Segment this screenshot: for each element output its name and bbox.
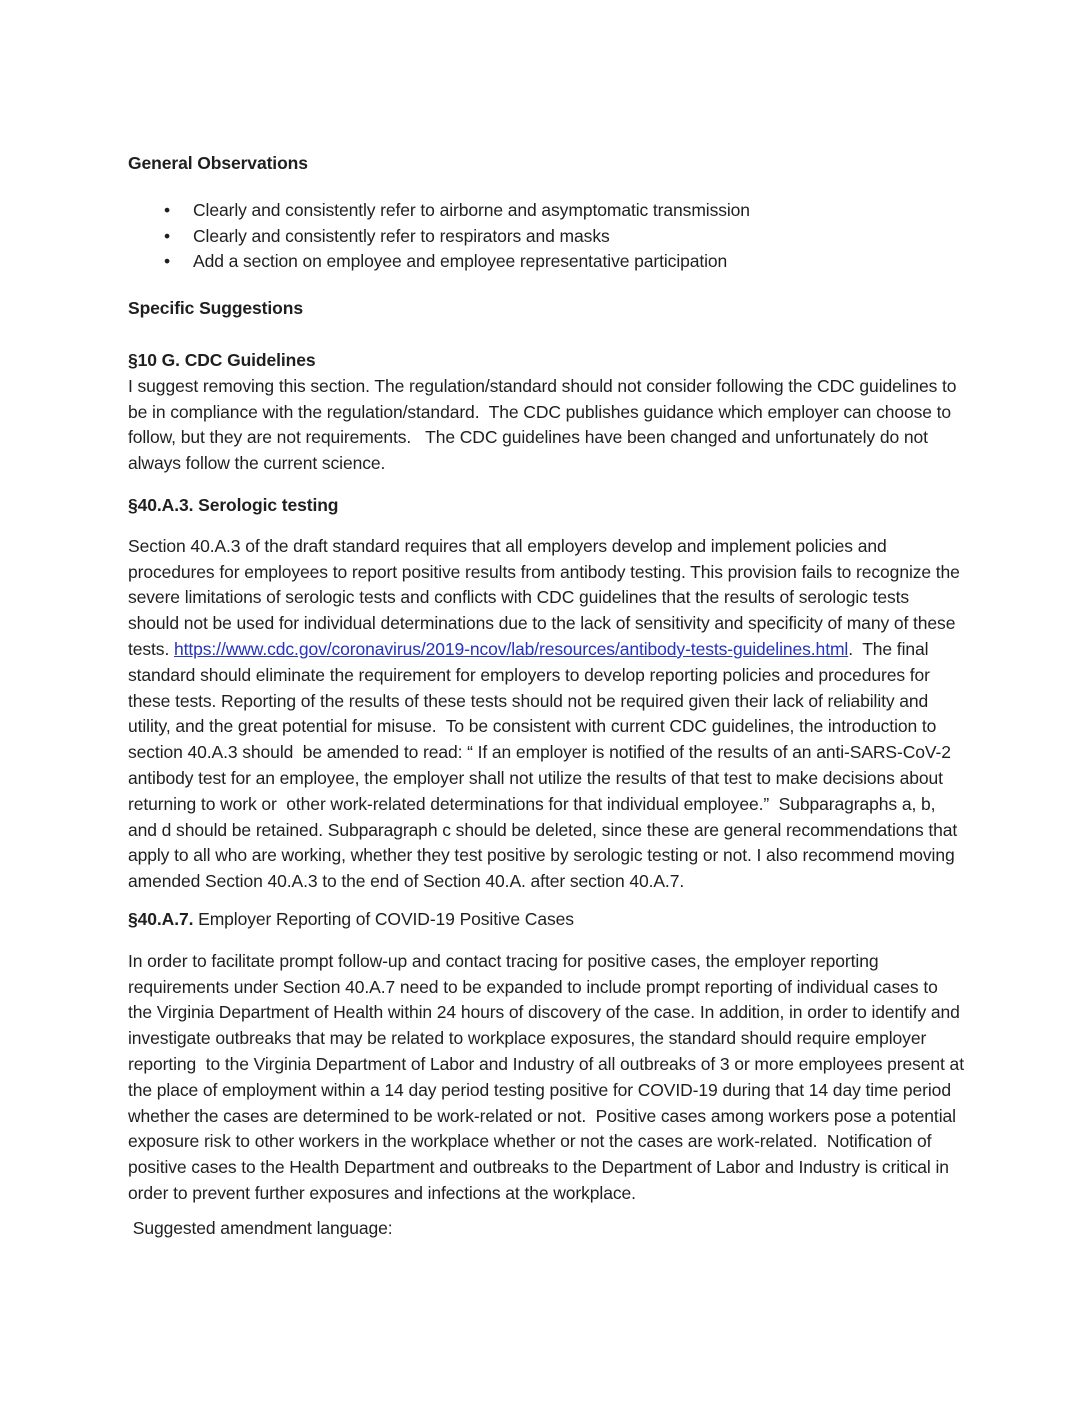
bullet-icon: • <box>164 251 171 272</box>
section-number: §40.A.7. <box>128 908 194 929</box>
closing-line: Suggested amendment language: <box>128 1217 393 1238</box>
list-item <box>128 249 964 275</box>
paragraph-text-before-link: Section 40.A.3 of the draft standard requires that all employers develop and implement policies and procedures for employees to report positive results from antibody testing. This provision fails to recognize the severe limitations of serologic tests and conflicts with CDC guidelines that the results of serologic tests should not be used for individual determinations due to the lack of sensitivity and specificity of many of these tests. <box>128 535 965 659</box>
cdc-antibody-tests-link[interactable]: https://www.cdc.gov/coronavirus/2019-ncov/lab/resources/antibody-tests-guidelines.html <box>173 638 849 659</box>
paragraph-section-40a3 <box>128 534 964 895</box>
bullet-icon: • <box>164 199 171 220</box>
general-observations-list <box>128 198 964 275</box>
bullet-icon: • <box>164 225 171 246</box>
bullet-text: Clearly and consistently refer to airborne and asymptomatic transmission <box>193 199 750 220</box>
bullet-text: Clearly and consistently refer to respirators and masks <box>193 225 610 246</box>
paragraph-section-10g: I suggest removing this section. The regulation/standard should not consider following the CDC guidelines to be in compliance with the regulation/standard. The CDC publishes guidance which employer can choose to follow, but they are not requirements. The CDC guidelines have been changed and unfortunately do not always follow the current science. <box>128 375 962 474</box>
list-item <box>128 224 964 250</box>
heading-section-40a3: §40.A.3. Serologic testing <box>128 494 339 515</box>
heading-section-40a7 <box>128 907 964 933</box>
paragraph-section-40a7: In order to facilitate prompt follow-up and contact tracing for positive cases, the employer reporting requirements under Section 40.A.7 need to be expanded to include prompt reporting of individual cases to the Virginia Department of Health within 24 hours of discovery of the case. In addition, in order to identify and investigate outbreaks that may be related to workplace exposures, the standard should require employer reporting to the Virginia Department of Labor and Industry of all outbreaks of 3 or more employees present at the place of employment within a 14 day period testing positive for COVID-19 during that 14 day time period whether the cases are determined to be work-related or not. Positive cases among workers pose a potential exposure risk to other workers in the workplace whether or not the cases are work-related. Notification of positive cases to the Health Department and outbreaks to the Department of Labor and Industry is critical in order to prevent further exposures and infections at the workplace. <box>128 950 969 1203</box>
heading-general-observations: General Observations <box>128 153 308 173</box>
section-title: Employer Reporting of COVID-19 Positive Cases <box>193 908 574 929</box>
heading-section-10g: §10 G. CDC Guidelines <box>128 349 316 370</box>
heading-specific-suggestions: Specific Suggestions <box>128 298 303 319</box>
bullet-text: Add a section on employee and employee representative participation <box>193 251 728 272</box>
list-item <box>128 198 964 224</box>
paragraph-text-after-link: . The final standard should eliminate the requirement for employers to develop reporting policies and procedures for these tests. Reporting of the results of these tests should not be required given their lack of reliability and utility, and the great potential for misuse. To be consistent with current CDC guidelines, the introduction to section 40.A.3 should be amended to read: “ If an employer is notified of the results of an anti-SARS-CoV-2 antibody test for an employee, the employer shall not utilize the results of that test to make decisions about returning to work or other work-related determinations for that individual employee.” Subparagraphs a, b, and d should be retained. Subparagraph c should be deleted, since these are general recommendations that apply to all who are working, whether they test positive by serologic testing or not. I also recommend moving amended Section 40.A.3 to the end of Section 40.A. after section 40.A.7. <box>128 638 962 892</box>
